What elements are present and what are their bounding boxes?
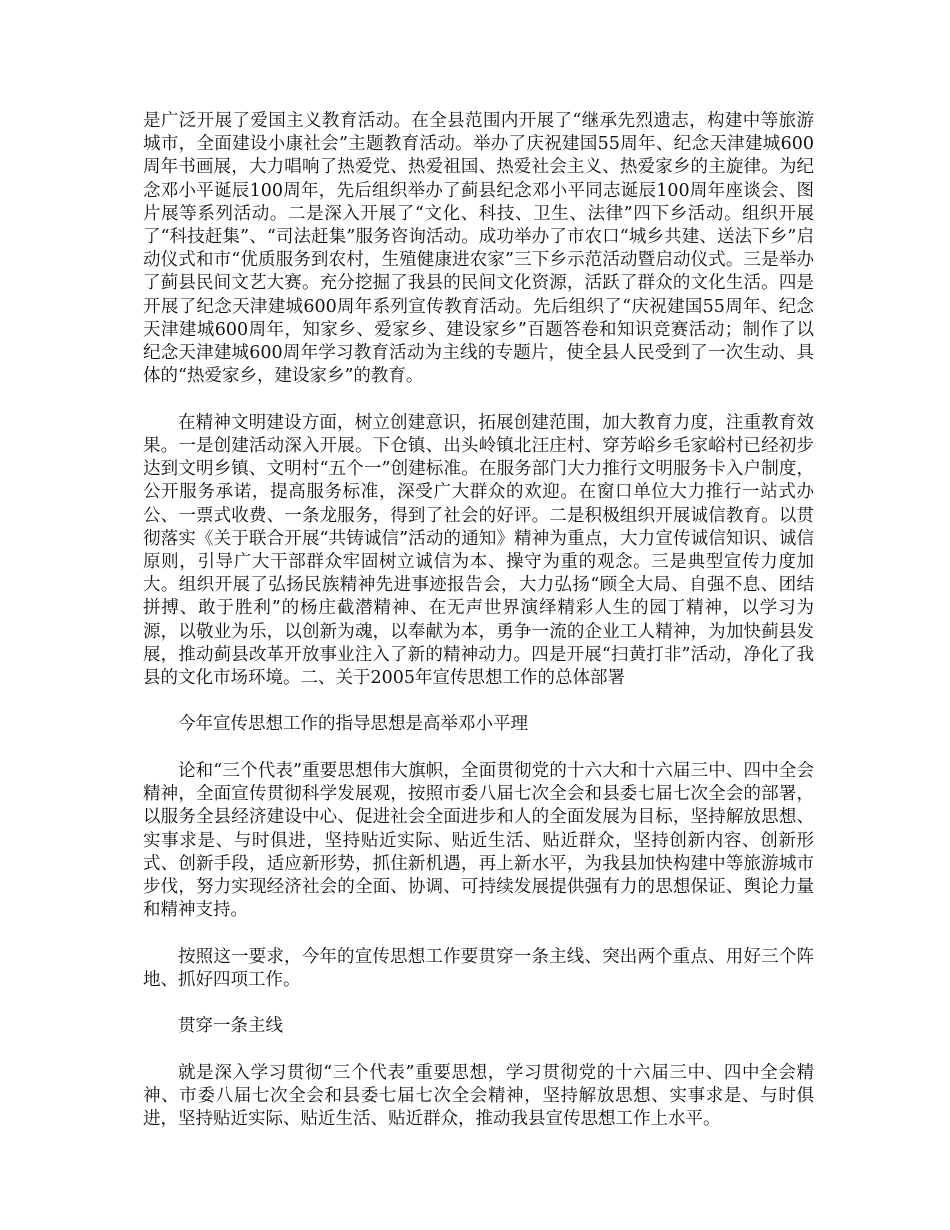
paragraph-requirements: 按照这一要求，今年的宣传思想工作要贯穿一条主线、突出两个重点、用好三个阵地、抓好四项工作。 [143, 946, 814, 990]
paragraph-main-line: 就是深入学习贯彻“三个代表”重要思想，学习贯彻党的十六届三中、四中全会精神、市委八届七次全会和县委七届七次全会精神，坚持解放思想、实事求是、与时俱进，坚持贴近实际、贴近生活、贴近群众，推动我县宣传思想工作上水平。 [143, 1062, 814, 1130]
paragraph-guiding-ideology: 论和“三个代表”重要思想伟大旗帜，全面贯彻党的十六大和十六届三中、四中全会精神，全面宣传贯彻科学发展观，按照市委八届七次全会和县委七届七次全会的部署，以服务全县经济建设中心、促进社会全面进步和人的全面发展为目标，坚持解放思想、实事求是、与时俱进，坚持贴近实际、贴近生活、贴近群众，坚持创新内容、创新形式、创新手段，适应新形势，抓住新机遇，再上新水平，为我县加快构建中等旅游城市步伐，努力实现经济社会的全面、协调、可持续发展提供强有力的思想保证、舆论力量和精神支持。 [143, 760, 814, 921]
section-heading-main-line: 贯穿一条主线 [178, 1016, 283, 1037]
document-body [143, 110, 814, 1155]
paragraph-patriotic-education: 是广泛开展了爱国主义教育活动。在全县范围内开展了“继承先烈遗志，构建中等旅游城市，全面建设小康社会”主题教育活动。举办了庆祝建国55周年、纪念天津建城600周年书画展，大力唱响了热爱党、热爱祖国、热爱社会主义、热爱家乡的主旋律。为纪念邓小平诞辰100周年，先后组织举办了蓟县纪念邓小平同志诞辰100周年座谈会、图片展等系列活动。二是深入开展了“文化、科技、卫生、法律”四下乡活动。组织开展了“科技赶集”、“司法赶集”服务咨询活动。成功举办了市农口“城乡共建、送法下乡”启动仪式和市“优质服务到农村，生殖健康进农家”三下乡示范活动暨启动仪式。三是举办了蓟县民间文艺大赛。充分挖掘了我县的民间文化资源，活跃了群众的文化生活。四是开展了纪念天津建城600周年系列宣传教育活动。先后组织了“庆祝建国55周年、纪念天津建城600周年，知家乡、爱家乡、建设家乡”百题答卷和知识竞赛活动；制作了以纪念天津建城600周年学习教育活动为主线的专题片，使全县人民受到了一次生动、具体的“热爱家乡，建设家乡”的教育。 [143, 111, 814, 387]
paragraph-spiritual-civilization: 在精神文明建设方面，树立创建意识，拓展创建范围，加大教育力度，注重教育效果。一是创建活动深入开展。下仓镇、出头岭镇北汪庄村、穿芳峪乡毛家峪村已经初步达到文明乡镇、文明村“五个一”创建标准。在服务部门大力推行文明服务卡入户制度，公开服务承诺，提高服务标准，深受广大群众的欢迎。在窗口单位大力推行一站式办公、一票式收费、一条龙服务，得到了社会的好评。二是积极组织开展诚信教育。以贯彻落实《关于联合开展“共铸诚信”活动的通知》精神为重点，大力宣传诚信知识、诚信原则，引导广大干部群众牢固树立诚信为本、操守为重的观念。三是典型宣传力度加大。组织开展了弘扬民族精神先进事迹报告会，大力弘扬“顾全大局、自强不息、团结拼搏、敢于胜利”的杨庄截潜精神、在无声世界演绎精彩人生的园丁精神，以学习为源，以敬业为乐，以创新为魂，以奉献为本，勇争一流的企业工人精神，为加快蓟县发展，推动蓟县改革开放事业注入了新的精神动力。四是开展“扫黄打非”活动，净化了我县的文化市场环境。二、关于2005年宣传思想工作的总体部署 [143, 412, 814, 688]
paragraph-guiding-ideology-heading: 今年宣传思想工作的指导思想是高举邓小平理 [178, 714, 528, 735]
